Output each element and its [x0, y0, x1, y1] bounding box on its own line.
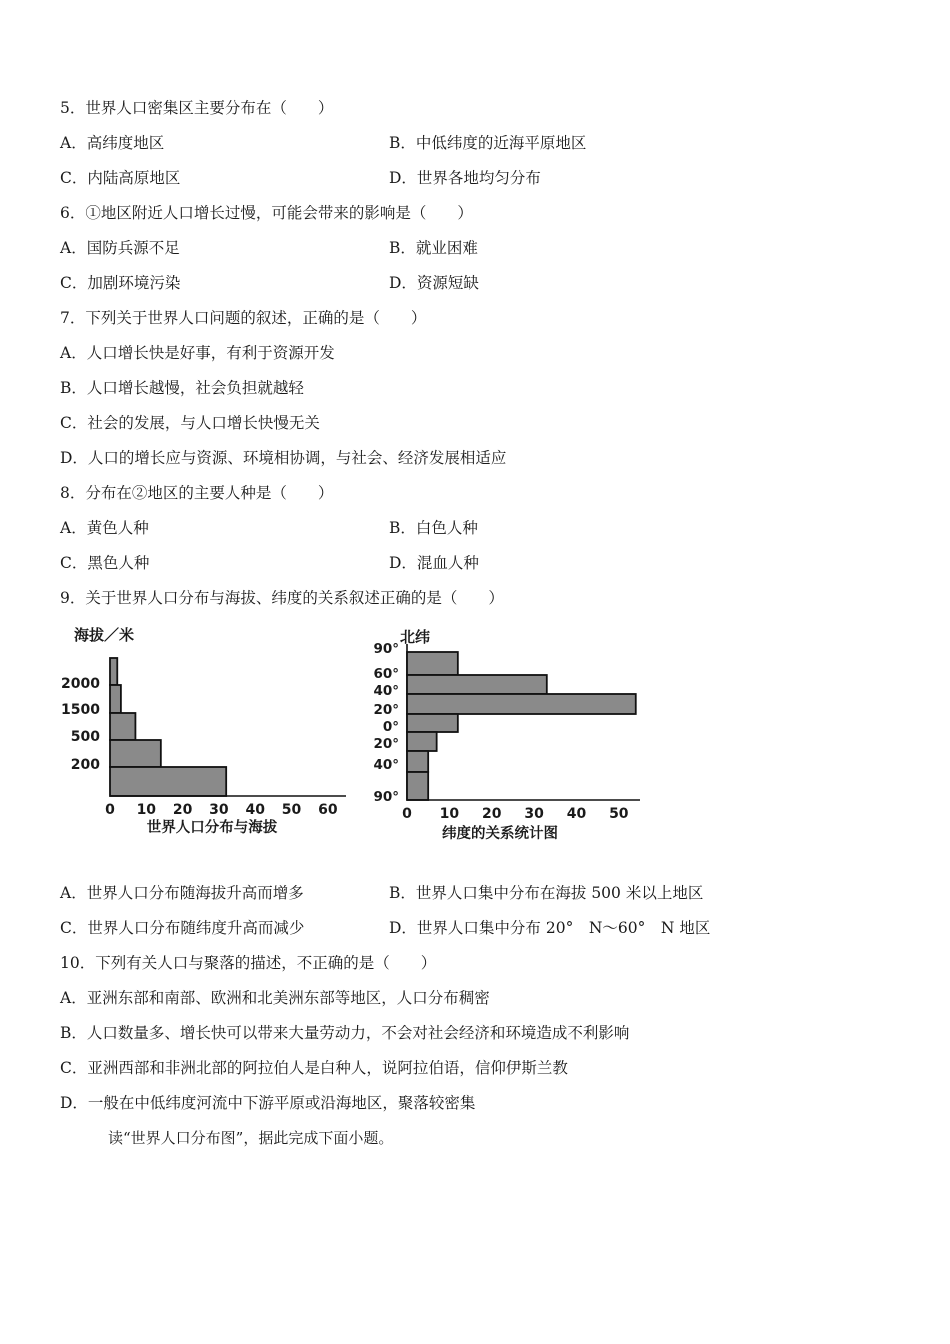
latitude-bar: [407, 652, 458, 675]
altitude-x-tick-label: 60: [318, 802, 338, 818]
q9-option-b[interactable]: B．世界人口集中分布在海拔 500 米以上地区: [389, 884, 704, 902]
altitude-x-tick-label: 10: [136, 802, 157, 818]
altitude-x-tick-label: 0: [105, 802, 115, 818]
q8-option-b[interactable]: B．白色人种: [389, 519, 478, 537]
altitude-tick-label: 1500: [61, 702, 100, 718]
altitude-tick-label: 2000: [61, 676, 100, 692]
q8-option-c[interactable]: C．黑色人种: [60, 554, 150, 572]
latitude-x-tick-label: 50: [609, 806, 629, 822]
q7-option-d[interactable]: D．人口的增长应与资源、环境相协调，与社会、经济发展相适应: [60, 449, 507, 467]
altitude-population-chart: [60, 618, 360, 848]
question-10-stem: 10．下列有关人口与聚落的描述，不正确的是（ ）: [60, 954, 437, 972]
altitude-x-tick-label: 30: [209, 802, 229, 818]
q5-option-a[interactable]: A．高纬度地区: [60, 134, 165, 152]
latitude-x-tick-label: 0: [402, 806, 412, 822]
altitude-chart-ylabel: 海拔／米: [74, 626, 135, 644]
latitude-population-chart: [360, 622, 650, 850]
q5-option-d[interactable]: D．世界各地均匀分布: [389, 169, 541, 187]
q9-option-a[interactable]: A．世界人口分布随海拔升高而增多: [60, 884, 304, 902]
question-5-stem: 5．世界人口密集区主要分布在（ ）: [60, 99, 334, 117]
q10-option-b[interactable]: B．人口数量多、增长快可以带来大量劳动力，不会对社会经济和环境造成不利影响: [60, 1024, 630, 1042]
question-8-stem: 8．分布在②地区的主要人种是（ ）: [60, 484, 334, 502]
q7-option-c[interactable]: C．社会的发展，与人口增长快慢无关: [60, 414, 320, 432]
latitude-tick-label: 20°: [373, 736, 399, 752]
latitude-tick-label: 0°: [382, 719, 399, 735]
question-7-stem: 7．下列关于世界人口问题的叙述，正确的是（ ）: [60, 309, 427, 327]
latitude-x-tick-label: 10: [439, 806, 460, 822]
q7-option-b[interactable]: B．人口增长越慢，社会负担就越轻: [60, 379, 304, 397]
reading-instruction: 读“世界人口分布图”，据此完成下面小题。: [108, 1129, 394, 1147]
latitude-x-tick-label: 30: [524, 806, 544, 822]
altitude-bar: [110, 740, 161, 767]
latitude-x-tick-label: 40: [566, 806, 587, 822]
latitude-bar: [407, 675, 547, 694]
q10-option-a[interactable]: A．亚洲东部和南部、欧洲和北美洲东部等地区，人口分布稠密: [60, 989, 490, 1007]
q8-option-a[interactable]: A．黄色人种: [60, 519, 149, 537]
latitude-bar: [407, 714, 458, 732]
q9-option-d[interactable]: D．世界人口集中分布 20° N～60° N 地区: [389, 919, 711, 937]
q6-option-b[interactable]: B．就业困难: [389, 239, 478, 257]
q5-option-c[interactable]: C．内陆高原地区: [60, 169, 181, 187]
altitude-x-tick-label: 40: [245, 802, 265, 818]
latitude-bar: [407, 772, 428, 800]
question-9-stem: 9．关于世界人口分布与海拔、纬度的关系叙述正确的是（ ）: [60, 589, 504, 607]
altitude-x-tick-label: 20: [172, 802, 193, 818]
q6-option-c[interactable]: C．加剧环境污染: [60, 274, 181, 292]
q8-option-d[interactable]: D．混血人种: [389, 554, 479, 572]
latitude-tick-label: 40°: [373, 757, 399, 773]
altitude-bar: [110, 658, 117, 685]
latitude-bar: [407, 751, 428, 772]
latitude-bar: [407, 732, 437, 751]
q6-option-a[interactable]: A．国防兵源不足: [60, 239, 180, 257]
altitude-x-tick-label: 50: [281, 802, 302, 818]
latitude-tick-label: 40°: [373, 683, 399, 699]
latitude-tick-label: 90°: [373, 789, 399, 805]
latitude-chart-title: 纬度的关系统计图: [442, 826, 558, 842]
altitude-tick-label: 500: [70, 729, 100, 745]
latitude-chart-ylabel: 北纬: [400, 628, 431, 646]
q5-option-b[interactable]: B．中低纬度的近海平原地区: [389, 134, 587, 152]
q9-option-c[interactable]: C．世界人口分布随纬度升高而减少: [60, 919, 305, 937]
altitude-bar: [110, 767, 226, 796]
latitude-tick-label: 60°: [373, 666, 399, 682]
q10-option-d[interactable]: D．一般在中低纬度河流中下游平原或沿海地区，聚落较密集: [60, 1094, 476, 1112]
q10-option-c[interactable]: C．亚洲西部和非洲北部的阿拉伯人是白种人，说阿拉伯语，信仰伊斯兰教: [60, 1059, 568, 1077]
q7-option-a[interactable]: A．人口增长快是好事，有利于资源开发: [60, 344, 335, 362]
altitude-bar: [110, 685, 121, 713]
q6-option-d[interactable]: D．资源短缺: [389, 274, 479, 292]
latitude-tick-label: 90°: [373, 641, 399, 657]
latitude-x-tick-label: 20: [481, 806, 502, 822]
altitude-chart-title: 世界人口分布与海拔: [146, 820, 278, 836]
altitude-bar: [110, 713, 135, 740]
latitude-bar: [407, 694, 636, 714]
question-6-stem: 6．①地区附近人口增长过慢，可能会带来的影响是（ ）: [60, 204, 473, 222]
latitude-tick-label: 20°: [373, 702, 399, 718]
altitude-tick-label: 200: [70, 757, 100, 773]
